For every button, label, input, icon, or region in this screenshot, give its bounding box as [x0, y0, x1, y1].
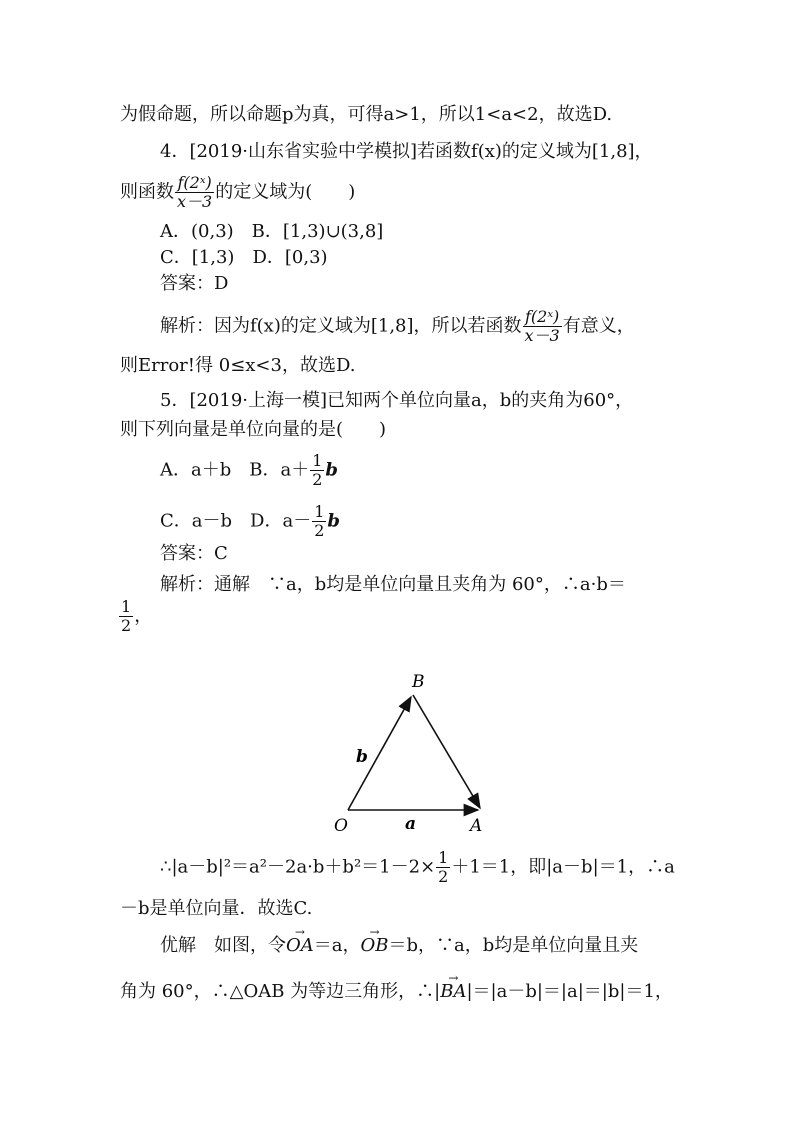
- text: ，: [134, 605, 153, 627]
- fraction-half: [436, 849, 450, 886]
- text: ＋1＝1，即|a－b|＝1，∴a: [451, 856, 675, 878]
- text: A．a＋b B．a＋: [160, 459, 310, 481]
- fraction-half: [119, 598, 133, 635]
- fraction-half: [312, 503, 326, 540]
- optimal-solution-line1: [160, 934, 638, 958]
- calculation-line2: －b是单位向量．故选C.: [120, 898, 313, 919]
- fraction-denominator: 2: [121, 616, 132, 635]
- fraction-denominator: x－3: [177, 192, 213, 211]
- fraction-numerator: 1: [314, 502, 325, 521]
- fraction-numerator: 1: [438, 848, 449, 867]
- calculation-line: [160, 849, 675, 886]
- fraction-numerator: 1: [312, 451, 323, 470]
- question-4-options-cd: C．[1,3) D．[0,3): [160, 247, 328, 268]
- question-5-stem: 5．[2019·上海一模]已知两个单位向量a，b的夹角为60°，: [160, 390, 634, 411]
- fraction-denominator: 2: [312, 470, 323, 489]
- fraction-numerator: f(2ˣ): [523, 308, 562, 327]
- fraction-denominator: x－3: [524, 326, 560, 345]
- question-4-explanation: [160, 308, 635, 345]
- text: 解析：因为f(x)的定义域为[1,8]，所以若函数: [160, 315, 522, 337]
- text: 有意义，: [562, 315, 635, 337]
- vector-b: b: [327, 510, 340, 532]
- fraction: [523, 308, 562, 345]
- fraction-numerator: f(2ˣ): [175, 174, 214, 193]
- text: ∴|a－b|²＝a²－2a·b＋b²＝1－2×: [160, 856, 436, 878]
- text: ＝a，: [313, 935, 361, 956]
- text: ＝b，∵a，b均是单位向量且夹: [388, 935, 639, 956]
- fraction-half: [310, 452, 324, 489]
- text: 则函数: [120, 181, 174, 203]
- paragraph-line: 为假命题，所以命题p为真，可得a>1，所以1<a<2，故选D.: [120, 104, 613, 125]
- fraction-denominator: 2: [438, 867, 449, 886]
- question-5-answer: 答案：C: [160, 543, 228, 564]
- question-4-answer: 答案：D: [160, 273, 229, 294]
- fraction-numerator: 1: [121, 597, 132, 616]
- label-vector-a: a: [405, 814, 417, 834]
- vector-ba-side: [413, 695, 480, 808]
- label-a-vertex: A: [470, 816, 483, 836]
- vector-b: b: [325, 459, 338, 481]
- label-vector-b: b: [356, 747, 368, 767]
- question-5-options-ab: [160, 452, 338, 489]
- question-5-options-cd: [160, 503, 340, 540]
- text: 角为 60°，∴△OAB 为等边三角形，∴|: [120, 981, 441, 1002]
- question-4-options-ab: A．(0,3) B．[1,3)∪(3,8]: [160, 221, 384, 242]
- optimal-solution-line2: [120, 980, 673, 1004]
- triangle-diagram: [320, 665, 500, 840]
- question-4-stem-line2: [120, 174, 355, 211]
- vector-ob: → OB: [361, 934, 389, 958]
- text: |＝|a－b|＝|a|＝|b|＝1，: [466, 981, 673, 1002]
- label-o-vertex: O: [334, 816, 348, 836]
- question-5-explanation-cont: [118, 598, 152, 635]
- text: 的定义域为( ): [215, 181, 356, 203]
- label-b-vertex: B: [412, 672, 425, 692]
- question-5-explanation: 解析：通解 ∵a，b均是单位向量且夹角为 60°，∴a·b＝: [160, 574, 626, 595]
- question-5-stem-line2: 则下列向量是单位向量的是( ): [120, 419, 387, 440]
- text: C．a－b D．a－: [160, 510, 312, 532]
- question-4-stem: 4．[2019·山东省实验中学模拟]若函数f(x)的定义域为[1,8]，: [160, 141, 653, 162]
- fraction-denominator: 2: [314, 521, 325, 540]
- vector-ba: → BA: [440, 980, 466, 1004]
- vector-oa: → OA: [286, 934, 314, 958]
- fraction: [175, 174, 214, 211]
- question-4-explanation-line2: 则Error!得 0≤x<3，故选D.: [120, 355, 356, 376]
- text: 优解 如图，令: [160, 935, 286, 956]
